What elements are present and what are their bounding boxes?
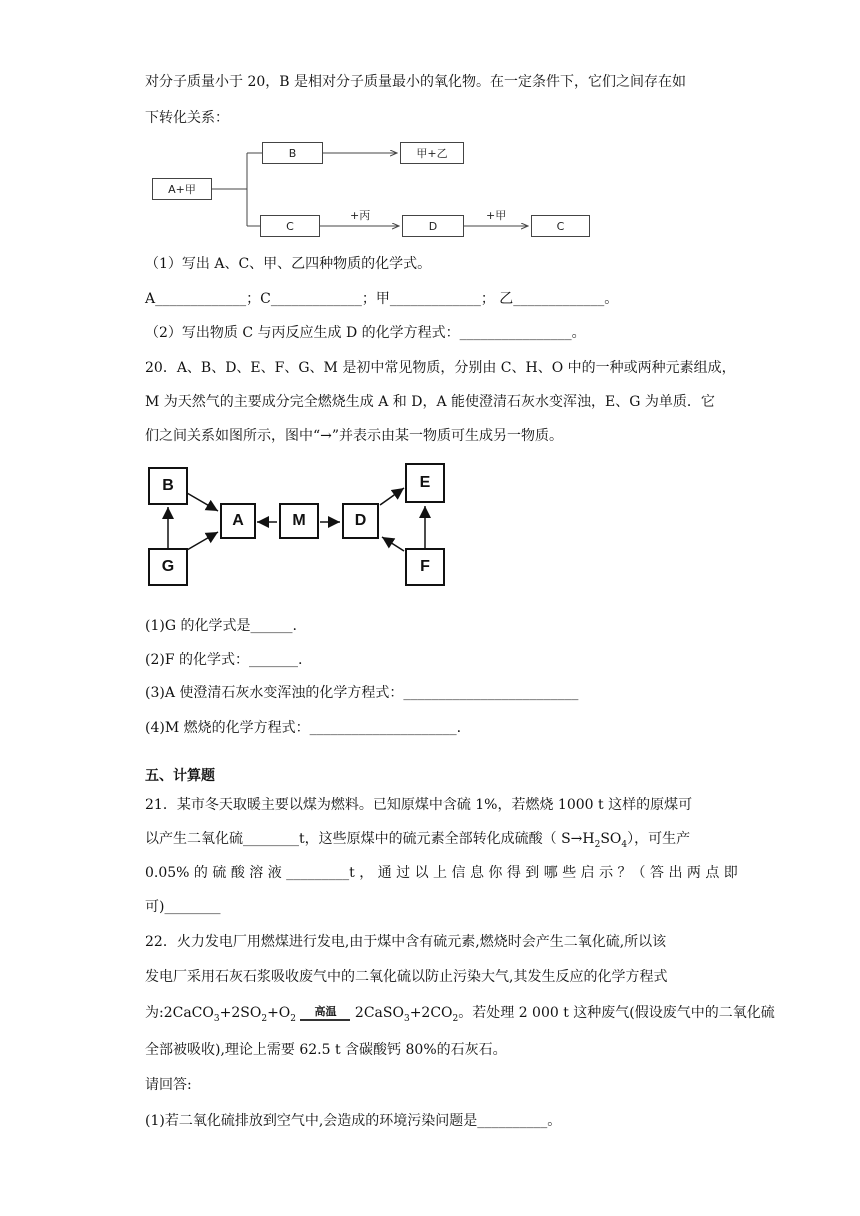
q20-sub4: (4)M 燃烧的化学方程式：_____________________. (145, 720, 462, 736)
eq-prefix: 为:2CaCO (145, 1005, 214, 1021)
q19-sub1: （1）写出 A、C、甲、乙四种物质的化学式。 (145, 256, 432, 272)
q22-line4: 全部被吸收),理论上需要 62.5 t 含碳酸钙 80%的石灰石。 (145, 1042, 507, 1058)
q22-line6: (1)若二氧化硫排放到空气中,会造成的环境污染问题是__________。 (145, 1113, 562, 1129)
node-g: G (148, 548, 188, 586)
label-plus-jia: +甲 (486, 209, 507, 222)
node-f: F (405, 548, 445, 586)
diagram-box-jia-plus-yi: 甲+乙 (400, 142, 464, 164)
q22-equation-line: 为$:2CaCO_3+2SO_2+O_2$ 高温 $2CaSO_3+2CO_2$。若处理 2 000 t 这种废气(假设废气中的二氧化硫 (145, 1004, 775, 1024)
q20-line2: M 为天然气的主要成分完全燃烧生成 A 和 D，A 能使澄清石灰水变浑浊，E、G 为单质．它 (145, 394, 715, 410)
q20-diagram-arrows (0, 0, 860, 600)
eq-right2: +2CO (409, 1005, 453, 1021)
eq-mid1: +2SO (219, 1005, 262, 1021)
label-plus-bing: +丙 (350, 209, 371, 222)
q20-sub1: (1)G 的化学式是______. (145, 618, 297, 634)
q19-intro-line2: 下转化关系： (145, 110, 229, 126)
condition-label: 高温 (314, 1004, 337, 1018)
q22-line2: 发电厂采用石灰石浆吸收废气中的二氧化硫以防止污染大气,其发生反应的化学方程式 (145, 969, 668, 985)
q21-line1: 21．某市冬天取暖主要以煤为燃料。已知原煤中含硫 1%，若燃烧 1000 t 这样的原煤可 (145, 797, 693, 813)
q20-line1: 20．A、B、D、E、F、G、M 是初中常见物质，分别由 C、H、O 中的一种或两种元素组成， (145, 360, 736, 376)
q21-line3: 0.05% 的 硫 酸 溶 液 _________t ， 通 过 以 上 信 息 你 得 到 哪 些 启 示 ？（ 答 出 两 点 即 (145, 865, 738, 881)
q21-line2-text-a: 以产生二氧化硫________t，这些原煤中的硫元素全部转化成硫酸（ S→H (145, 831, 595, 847)
node-d: D (342, 503, 379, 539)
q22-line5: 请回答: (145, 1077, 192, 1093)
eq-mid2: +O (267, 1005, 291, 1021)
reaction-condition (300, 1006, 350, 1021)
q19-intro-line1: 对分子质量小于 20，B 是相对分子质量最小的氧化物。在一定条件下，它们之间存在如 (145, 74, 687, 90)
q20-sub2: (2)F 的化学式：_______. (145, 652, 303, 668)
q21-line2: 以产生二氧化硫________t，这些原煤中的硫元素全部转化成硫酸（ $S\to H_2SO_4$），可生产 (145, 831, 691, 850)
diagram-box-c-final: C (531, 215, 590, 237)
q19-sub2: （2）写出物质 C 与丙反应生成 D 的化学方程式：________________。 (145, 325, 586, 341)
q21-line2-text-c: ），可生产 (627, 831, 691, 847)
diagram-box-d: D (402, 215, 464, 237)
node-a: A (220, 503, 256, 539)
node-b: B (148, 467, 188, 505)
node-m: M (279, 503, 319, 539)
diagram-box-c: C (260, 215, 320, 237)
eq-right1: 2CaSO (350, 1005, 404, 1021)
node-e: E (405, 463, 445, 503)
q21-line2-text-b: SO (600, 831, 622, 847)
section-title: 五、计算题 (145, 768, 215, 784)
eq-tail: 。若处理 2 000 t 这种废气(假设废气中的二氧化硫 (458, 1005, 775, 1021)
q21-line4: 可)________ (145, 899, 221, 915)
q20-sub3: (3)A 使澄清石灰水变浑浊的化学方程式：_________________________ (145, 685, 579, 701)
q22-line1: 22．火力发电厂用燃煤进行发电,由于煤中含有硫元素,燃烧时会产生二氧化硫,所以该 (145, 934, 667, 950)
q20-relation-diagram (0, 0, 860, 600)
diagram-box-a-plus-jia: A+甲 (152, 178, 212, 200)
q19-blanks: A_____________；C_____________；甲_____________； 乙_____________。 (145, 291, 619, 307)
diagram-box-b: B (262, 142, 323, 164)
q20-line3: 们之间关系如图所示，图中“→”并表示由某一物质可生成另一物质。 (145, 428, 564, 444)
